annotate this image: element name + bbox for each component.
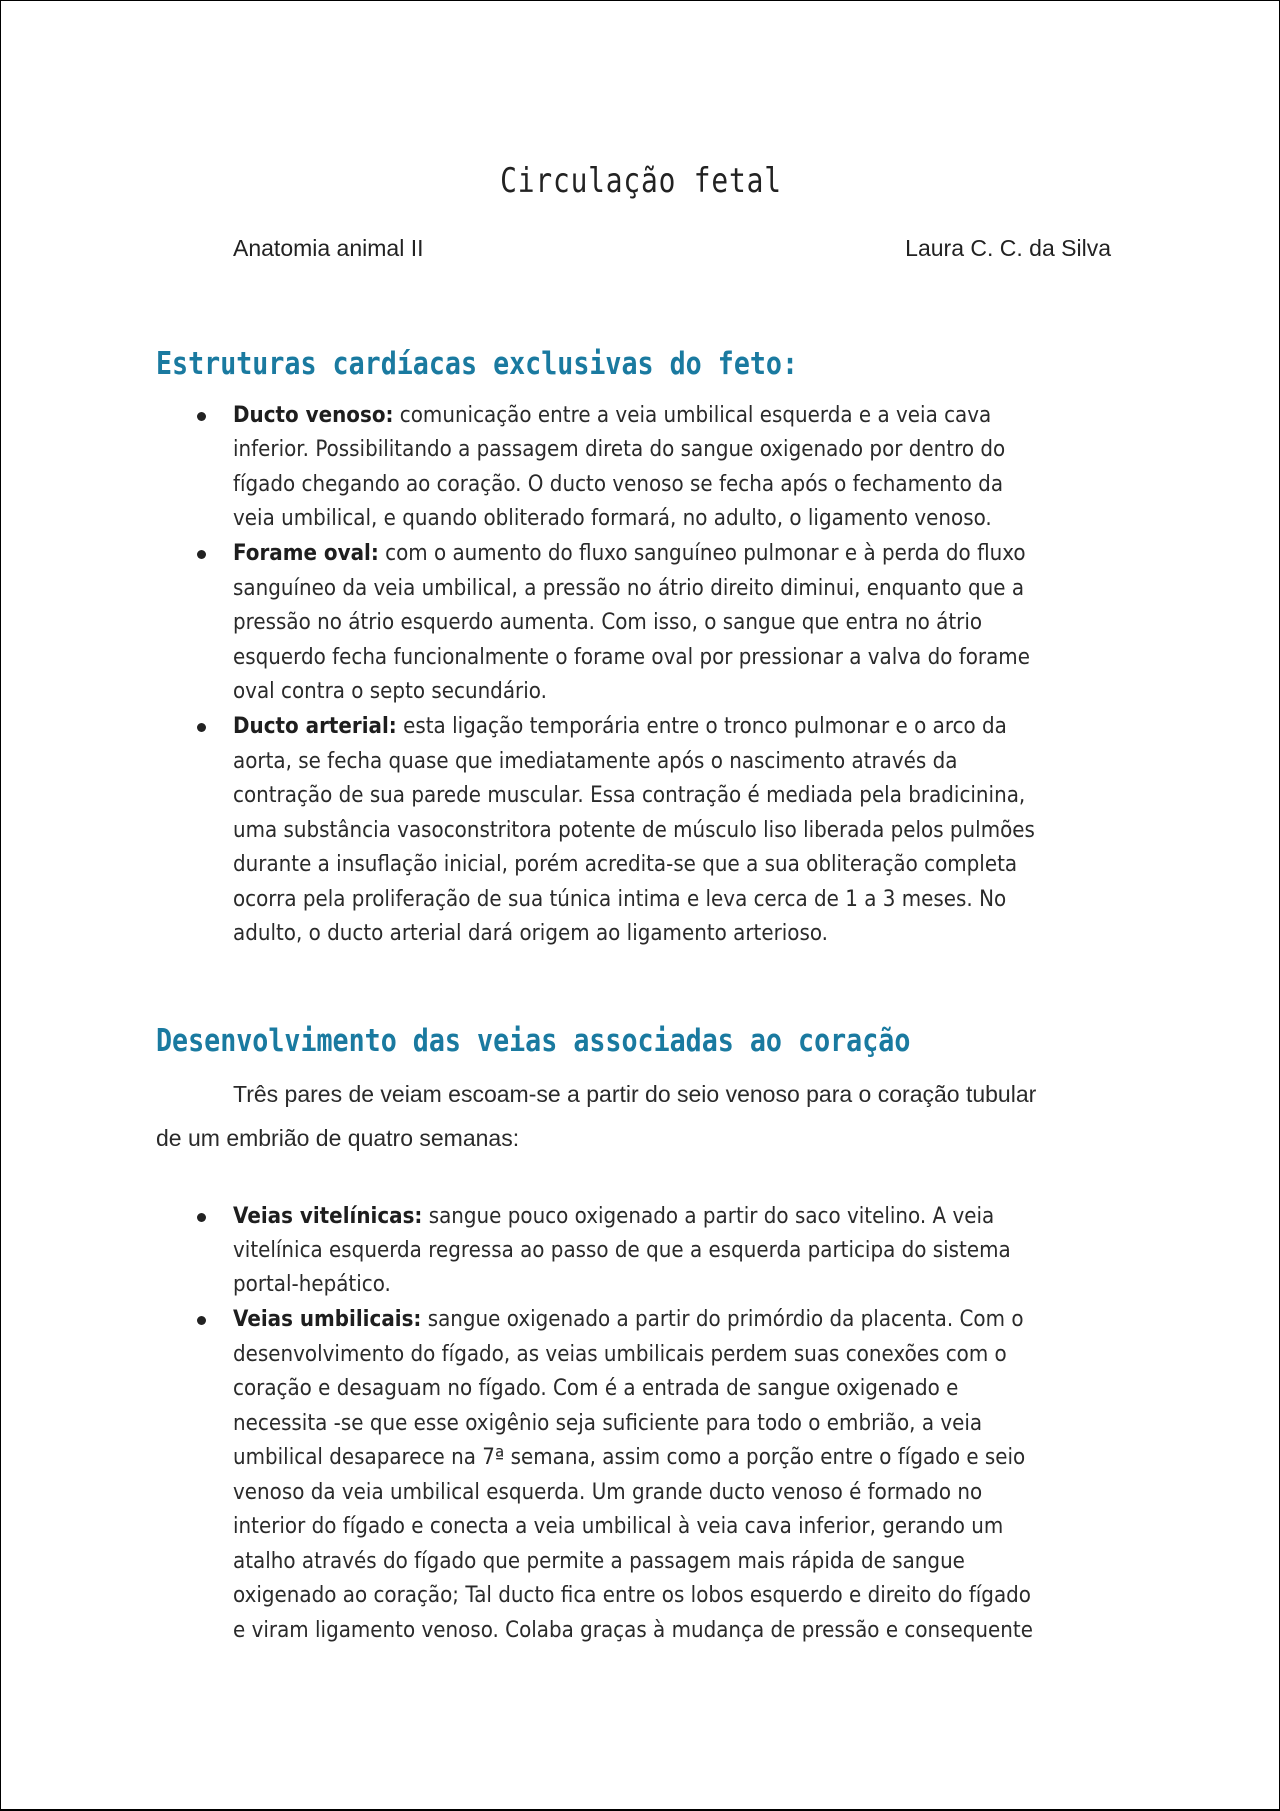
list-item-line: necessita -se que esse oxigênio seja suficiente para todo o embrião, a veia (233, 1411, 983, 1436)
list-item-text: esta ligação temporária entre o tronco pulmonar e o arco da (396, 714, 1007, 739)
list-item-line: contração de sua parede muscular. Essa contração é mediada pela bradicinina, (233, 783, 1026, 808)
list-item-line: aorta, se fecha quase que imediatamente após o nascimento através da (233, 749, 958, 774)
list-item-line: interior do fígado e conecta a veia umbilical à veia cava inferior, gerando um (233, 1514, 1004, 1539)
list-item-line: venoso da veia umbilical esquerda. Um grande ducto venoso é formado no (233, 1480, 983, 1505)
list-item-line: e viram ligamento venoso. Colaba graças à mudança de pressão e consequente (233, 1618, 1033, 1643)
list-item-line: fígado chegando ao coração. O ducto venoso se fecha após o fechamento da (233, 472, 1004, 497)
bullet-icon (197, 723, 206, 732)
list-item-term: Ducto arterial: (233, 714, 397, 739)
bullet-icon (197, 412, 206, 421)
section-heading: Desenvolvimento das veias associadas ao coração (156, 1023, 911, 1059)
paragraph-line: de um embrião de quatro semanas: (156, 1125, 520, 1151)
course-name: Anatomia animal II (233, 235, 424, 261)
list-item-line (233, 401, 991, 431)
list-item-line: esquerdo fecha funcionalmente o forame oval por pressionar a valva do forame (233, 645, 1030, 670)
list-item-line: umbilical desaparece na 7ª semana, assim como a porção entre o fígado e seio (233, 1445, 1026, 1470)
list-item-text: sangue oxigenado a partir do primórdio da placenta. Com o (421, 1307, 1024, 1332)
list-item-term: Veias umbilicais: (233, 1307, 422, 1332)
list-item-line: portal-hepático. (233, 1272, 391, 1297)
bullet-icon (197, 550, 206, 559)
bullet-icon (197, 1213, 206, 1222)
list-item-line: desenvolvimento do fígado, as veias umbilicais perdem suas conexões com o (233, 1342, 1007, 1367)
list-item-line: oval contra o septo secundário. (233, 679, 547, 704)
list-item-line: coração e desaguam no fígado. Com é a entrada de sangue oxigenado e (233, 1376, 959, 1401)
list-item-line: vitelínica esquerda regressa ao passo de que a esquerda participa do sistema (233, 1238, 1011, 1263)
list-item-line: atalho através do fígado que permite a passagem mais rápida de sangue (233, 1549, 965, 1574)
list-item-text: com o aumento do fluxo sanguíneo pulmonar e à perda do fluxo (378, 541, 1026, 566)
list-item-line (233, 1305, 1024, 1335)
list-item-term: Ducto venoso: (233, 403, 394, 428)
list-item-line (233, 1202, 994, 1232)
list-item-line: ocorra pela proliferação de sua túnica intima e leva cerca de 1 a 3 meses. No (233, 887, 1007, 912)
list-item-text: comunicação entre a veia umbilical esquerda e a veia cava (393, 403, 992, 428)
section-heading: Estruturas cardíacas exclusivas do feto: (156, 346, 799, 382)
list-item-line: inferior. Possibilitando a passagem direta do sangue oxigenado por dentro do (233, 437, 1006, 462)
list-item-line: uma substância vasoconstritora potente de músculo liso liberada pelos pulmões (233, 818, 1035, 843)
list-item-term: Forame oval: (233, 541, 379, 566)
paragraph-line: Três pares de veiam escoam-se a partir do seio venoso para o coração tubular (233, 1081, 1037, 1107)
list-item-line: durante a insuflação inicial, porém acredita-se que a sua obliteração completa (233, 852, 1018, 877)
author-name: Laura C. C. da Silva (905, 235, 1111, 261)
list-item-text: sangue pouco oxigenado a partir do saco vitelino. A veia (422, 1204, 995, 1229)
bullet-icon (197, 1316, 206, 1325)
list-item-line (233, 712, 1007, 742)
list-item-line: adulto, o ducto arterial dará origem ao ligamento arterioso. (233, 921, 829, 946)
list-item-term: Veias vitelínicas: (233, 1204, 423, 1229)
list-item-line: pressão no átrio esquerdo aumenta. Com isso, o sangue que entra no átrio (233, 610, 983, 635)
list-item-line (233, 539, 1026, 569)
list-item-line: oxigenado ao coração; Tal ducto fica entre os lobos esquerdo e direito do fígado (233, 1583, 1031, 1608)
document-title: Circulação fetal (500, 161, 782, 201)
list-item-line: sanguíneo da veia umbilical, a pressão no átrio direito diminui, enquanto que a (233, 576, 1025, 601)
list-item-line: veia umbilical, e quando obliterado formará, no adulto, o ligamento venoso. (233, 506, 992, 531)
